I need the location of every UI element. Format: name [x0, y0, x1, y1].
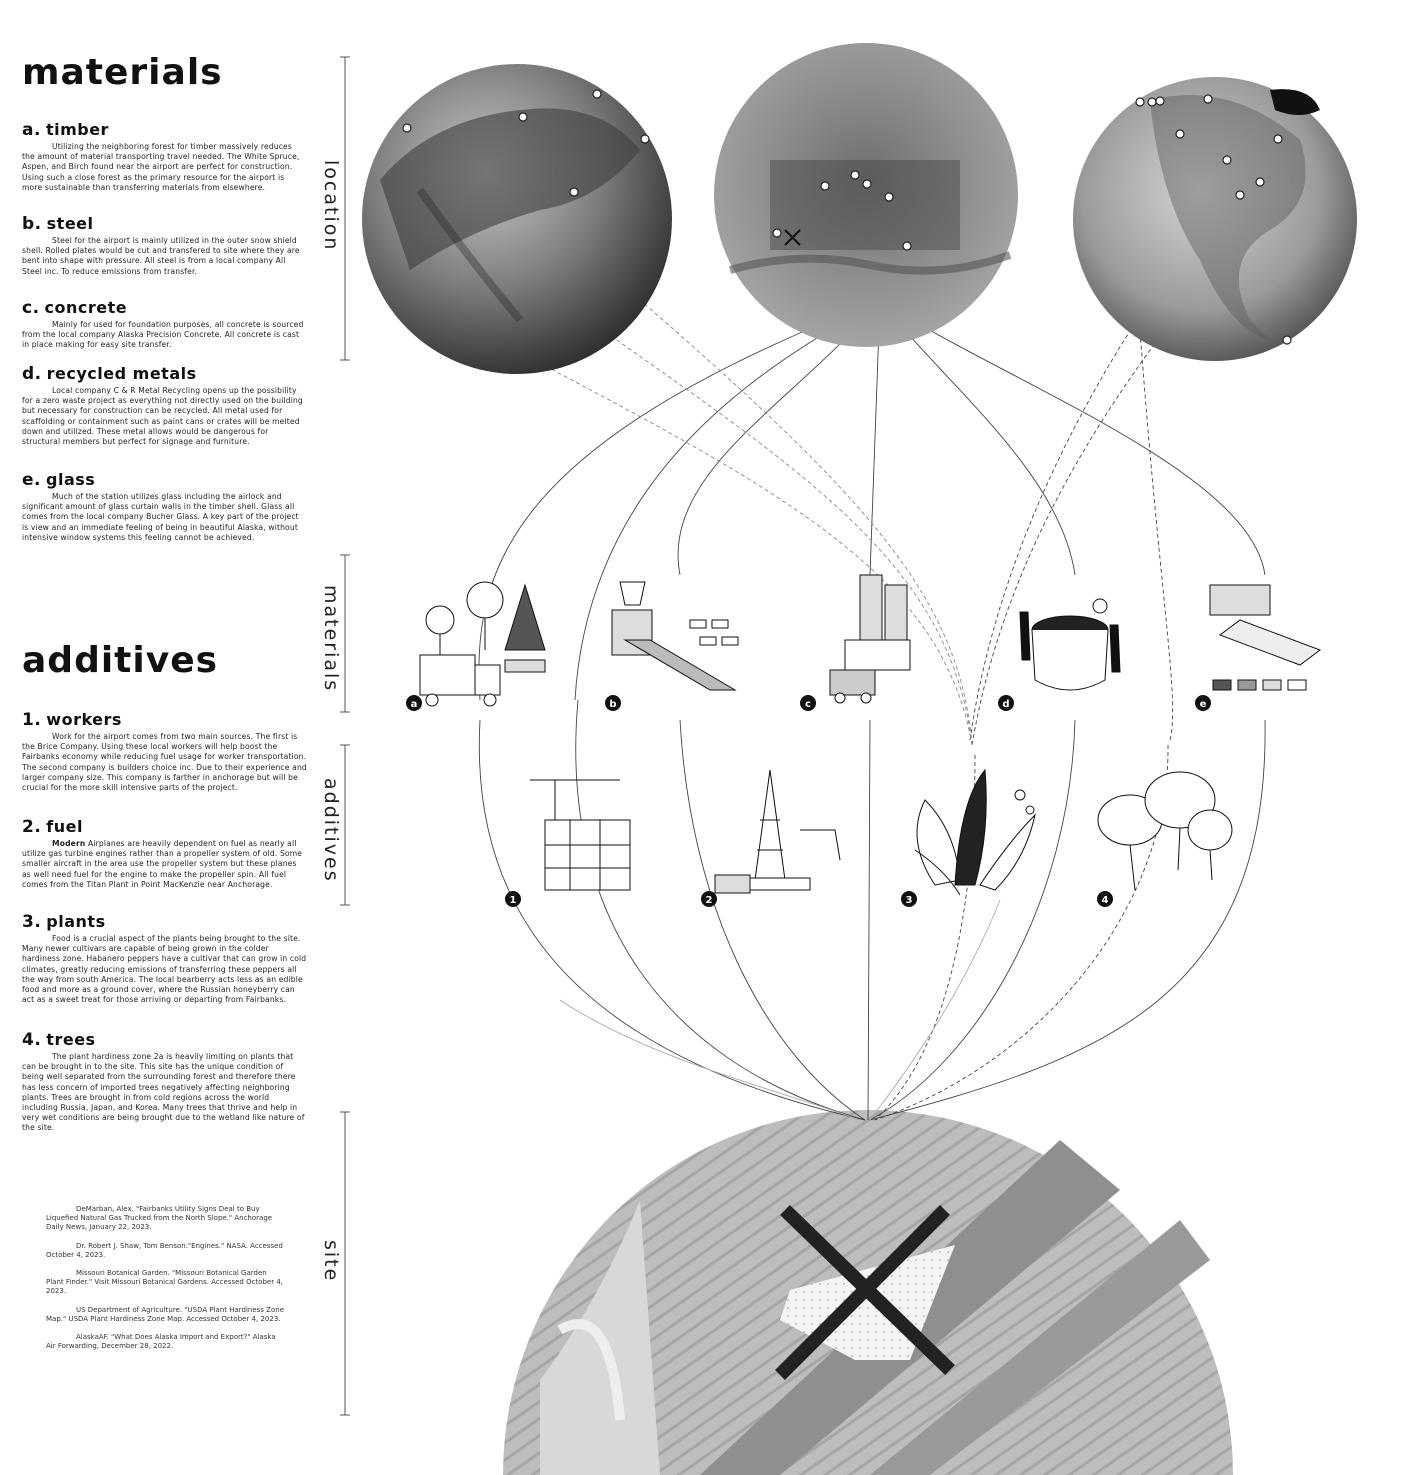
connection-lines: [420, 300, 1265, 1120]
additive-badge-1: [505, 891, 521, 907]
additive-number: 4.: [22, 1030, 42, 1050]
svg-text:d: d: [1002, 699, 1010, 710]
location-label: location: [320, 160, 342, 252]
material-badge-c: [800, 695, 816, 711]
airport-site-aerial: [503, 1110, 1233, 1475]
reference: US Department of Agriculture. "USDA Plant Hardiness Zone Map." USDA Plant Hardiness Zone Map. Accessed October 4, 2023.: [46, 1305, 285, 1323]
reference: AlaskaAF. "What Does Alaska Import and Export?" Alaska Air Forwarding, December 28, 2022.: [46, 1333, 276, 1351]
reference: Dr. Robert J. Shaw, Tom Benson."Engines." NASA. Accessed October 4, 2023.: [46, 1241, 283, 1259]
americas-globe: [1073, 77, 1357, 361]
svg-text:c: c: [805, 699, 811, 710]
additives-label: additives: [320, 778, 342, 883]
svg-text:2: 2: [705, 895, 713, 906]
material-body: Local company C & R Metal Recycling opens up the possibility for a zero waste project as everything not directly used on the building but necessary for construction can be recycled. All metal used for scaffolding or containment such as paint cans or crates will be melted down and utilized. These metal allows would be dangerous for structural members but perfect for signage and furniture.: [22, 386, 303, 447]
site-label: site: [320, 1240, 342, 1283]
additive-body-text: Airplanes are heavily dependent on fuel as nearly all utilize gas turbine engines rather than a propeller system of old. Some smaller aircraft in the area use the propeller system but these planes as well need fuel for the engine to make the propeller spin. All fuel comes from the Titan Plant in Point MacKenzie near Anchorage.: [22, 839, 303, 889]
material-badges: [406, 695, 1211, 711]
steel-icon: [612, 582, 738, 690]
reference: DeMarban, Alex. "Fairbanks Utility Signs Deal to Buy Liquefied Natural Gas Trucked from the North Slope." Anchorage Daily News, January 22, 2023.: [46, 1205, 273, 1232]
material-body: Mainly for used for foundation purposes, all concrete is sourced from the local company Alaska Precision Concrete. All concrete is cast in place making for easy site transfer.: [22, 320, 304, 350]
concrete-icon: [830, 575, 910, 703]
material-badge-a: [406, 695, 422, 711]
additive-body: The plant hardiness zone 2a is heavily limiting on plants that can be brought in to the site. This site has the unique condition of being well separated from the surrounding forest and therefore there has less concern of imported trees negatively affecting neighboring plants. Trees are brought in from cold regions across the world including Russia, Japan, and Korea. Many trees that thrive and help in very wet conditions are being brought due to the wetland like nature of the site.: [22, 1052, 305, 1133]
additive-body: Work for the airport comes from two main sources. The first is the Brice Company. Using these local workers will help boost the Fairbanks economy while reducing fuel usage for worker transportation. The second company is builders choice inc. Due to their experience and larger company size. This company is farther in anchorage but will be crucial for the more skill intensive parts of the project.: [22, 732, 307, 793]
additive-number: 3.: [22, 912, 42, 932]
additive-title: workers: [46, 710, 122, 729]
material-title: steel: [46, 214, 94, 233]
additive-bold-lead: Modern: [52, 839, 86, 848]
material-letter: d.: [22, 364, 42, 384]
timber-icon: [420, 582, 545, 706]
additive-badges: [505, 891, 1113, 907]
svg-text:3: 3: [905, 895, 913, 906]
additive-badge-3: [901, 891, 917, 907]
material-body: Much of the station utilizes glass including the airlock and significant amount of glass curtain walls in the timber shell. Glass all comes from the local company Bucher Glass. A key part of the project is view and an immediate feeling of being in beautiful Alaska, without intensive window systems this feeling cannot be achieved.: [22, 492, 299, 542]
material-title: timber: [45, 120, 109, 139]
additive-number: 1.: [22, 710, 42, 730]
svg-text:4: 4: [1101, 895, 1109, 906]
additive-badge-2: [701, 891, 717, 907]
trees-icon: [1098, 772, 1232, 890]
svg-text:1: 1: [509, 895, 517, 906]
material-badge-d: [998, 695, 1014, 711]
workers-icon: [530, 780, 630, 890]
material-letter: c.: [22, 298, 40, 318]
additive-badge-4: [1097, 891, 1113, 907]
material-badge-e: [1195, 695, 1211, 711]
svg-text:e: e: [1199, 699, 1207, 710]
material-letter: b.: [22, 214, 42, 234]
material-body: Utilizing the neighboring forest for timber massively reduces the amount of material transporting travel needed. The White Spruce, Aspen, and Birch found near the airport are perfect for construction. Using such a close forest as the primary resource for the airport is more sustainable than transferring materials from elsewhere.: [22, 142, 300, 192]
fuel-icon: [715, 770, 840, 893]
section-brackets: [340, 57, 350, 1415]
material-title: glass: [46, 470, 96, 489]
svg-text:a: a: [410, 699, 418, 710]
additive-title: plants: [46, 912, 106, 931]
material-body: Steel for the airport is mainly utilized in the outer snow shield shell. Rolled plates would be cut and transfered to site where they are bent into shape with pressure. All steel is from a local company All Steel inc. To reduce emissions from transfer.: [22, 236, 300, 276]
materials-heading: materials: [22, 52, 223, 93]
plants-icon: [915, 770, 1035, 895]
glass-icon: [1210, 585, 1320, 690]
additive-body: Food is a crucial aspect of the plants being brought to the site. Many newer cultivars are capable of being grown in the colder hardiness zone. Habanero peppers have a cultivar that can grow in cold climates, greatly reducing emissions of transferring these peppers all the way from south America. The local bearberry acts less as an edible food and more as a ground cover, where the Russian honeyberry can act as a sweet treat for those arriving or departing from Fairbanks.: [22, 934, 307, 1005]
additive-number: 2.: [22, 817, 42, 837]
material-letter: a.: [22, 120, 41, 140]
material-title: recycled metals: [46, 364, 197, 383]
additive-title: fuel: [46, 817, 83, 836]
eurasia-globe: [362, 64, 672, 374]
fairbanks-city-map: [714, 43, 1018, 347]
material-letter: e.: [22, 470, 41, 490]
additives-heading: additives: [22, 640, 219, 681]
material-title: concrete: [44, 298, 128, 317]
material-badge-b: [605, 695, 621, 711]
materials-label: materials: [320, 585, 342, 693]
recycled-metals-icon: [1020, 599, 1120, 690]
reference: Missouri Botanical Garden. "Missouri Botanical Garden Plant Finder." Visit Missouri Botanical Gardens. Accessed October 4, 2023.: [46, 1269, 284, 1296]
svg-text:b: b: [609, 699, 617, 710]
additive-title: trees: [46, 1030, 96, 1049]
